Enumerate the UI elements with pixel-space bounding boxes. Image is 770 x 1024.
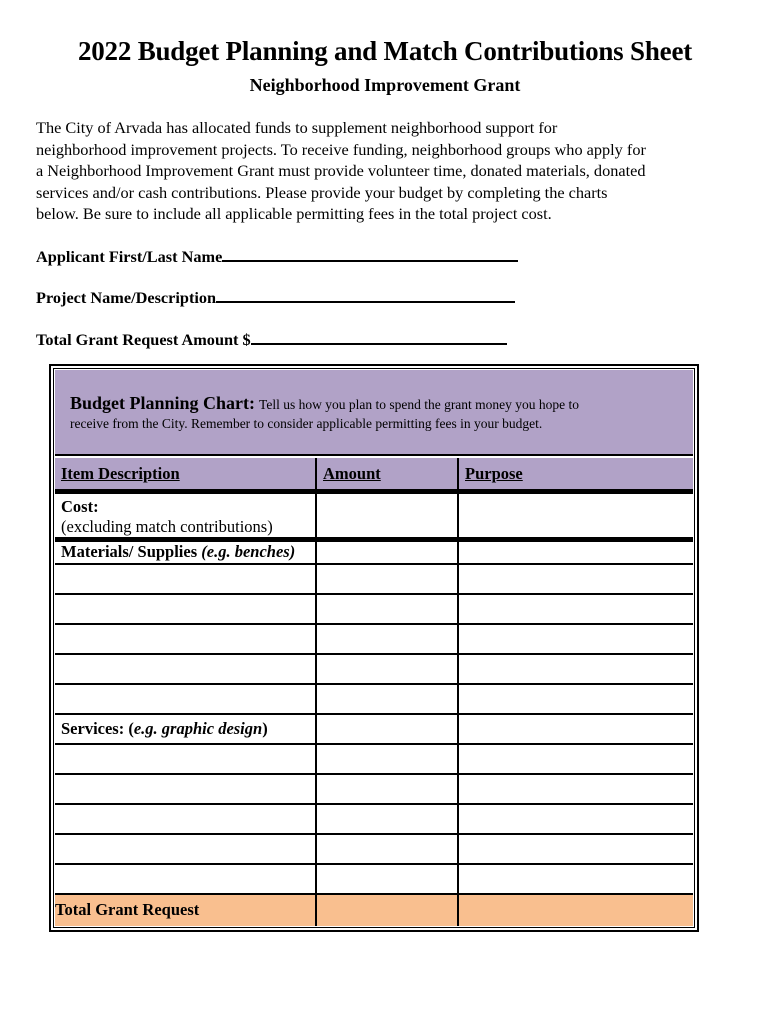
- services-label-cell: Services: (e.g. graphic design): [61, 719, 268, 738]
- intro-line: below. Be sure to include all applicable permitting fees in the total project cost.: [36, 204, 552, 224]
- page-subtitle: Neighborhood Improvement Grant: [249, 75, 521, 95]
- cost-label: Cost:: [61, 497, 99, 516]
- materials-label-cell: [61, 542, 295, 562]
- materials-label: Materials/ Supplies: [61, 542, 198, 561]
- table-row[interactable]: [55, 595, 693, 625]
- table-row[interactable]: [55, 805, 693, 835]
- intro-paragraph: [36, 117, 716, 225]
- cost-label-cell: [61, 497, 273, 537]
- column-divider: [315, 458, 317, 489]
- applicant-name-input[interactable]: [222, 244, 518, 262]
- table-row[interactable]: [55, 745, 693, 775]
- page-title: 2022 Budget Planning and Match Contributions Sheet: [77, 36, 693, 66]
- project-name-field: [36, 285, 515, 308]
- column-divider: [315, 494, 317, 926]
- table-row[interactable]: [55, 494, 693, 542]
- table-row[interactable]: [55, 542, 693, 565]
- project-name-label: Project Name/Description: [36, 288, 217, 307]
- column-divider: [457, 494, 459, 926]
- table-row[interactable]: [55, 835, 693, 865]
- table-row[interactable]: [55, 655, 693, 685]
- budget-grid: [55, 494, 693, 926]
- chart-instructions: receive from the City. Remember to consider applicable permitting fees in your budget.: [70, 416, 543, 431]
- column-purpose: Purpose: [465, 464, 523, 483]
- grant-request-label: Total Grant Request Amount $: [36, 330, 251, 349]
- budget-planning-chart: [49, 364, 699, 932]
- column-divider: [457, 458, 459, 489]
- chart-instructions: Tell us how you plan to spend the grant money you hope to: [259, 397, 580, 412]
- table-row[interactable]: [55, 865, 693, 895]
- table-row[interactable]: [55, 715, 693, 745]
- materials-example: (e.g. benches): [201, 542, 296, 561]
- intro-line: neighborhood improvement projects. To receive funding, neighborhood groups who apply for: [36, 139, 646, 159]
- services-label: Services:: [61, 719, 125, 738]
- cost-note: (excluding match contributions): [61, 517, 273, 536]
- column-amount: Amount: [323, 464, 381, 483]
- intro-line: The City of Arvada has allocated funds to supplement neighborhood support for: [36, 118, 558, 137]
- applicant-name-label: Applicant First/Last Name: [36, 247, 223, 266]
- table-row[interactable]: [55, 775, 693, 805]
- column-header-row: [55, 458, 693, 494]
- chart-heading: Budget Planning Chart:: [70, 393, 256, 413]
- table-row[interactable]: [55, 565, 693, 595]
- total-row[interactable]: [55, 895, 693, 926]
- intro-line: a Neighborhood Improvement Grant must provide volunteer time, donated materials, donated: [36, 161, 646, 181]
- column-item-description: Item Description: [61, 464, 180, 483]
- table-row[interactable]: [55, 625, 693, 655]
- services-example: e.g. graphic design: [133, 719, 263, 738]
- table-row[interactable]: [55, 685, 693, 715]
- project-name-input[interactable]: [216, 285, 515, 303]
- chart-header: [55, 370, 693, 456]
- grant-request-field: [36, 327, 507, 350]
- applicant-name-field: [36, 244, 518, 267]
- total-label: Total Grant Request: [55, 900, 200, 919]
- intro-line: services and/or cash contributions. Please provide your budget by completing the charts: [36, 182, 608, 202]
- grant-request-input[interactable]: [251, 327, 507, 345]
